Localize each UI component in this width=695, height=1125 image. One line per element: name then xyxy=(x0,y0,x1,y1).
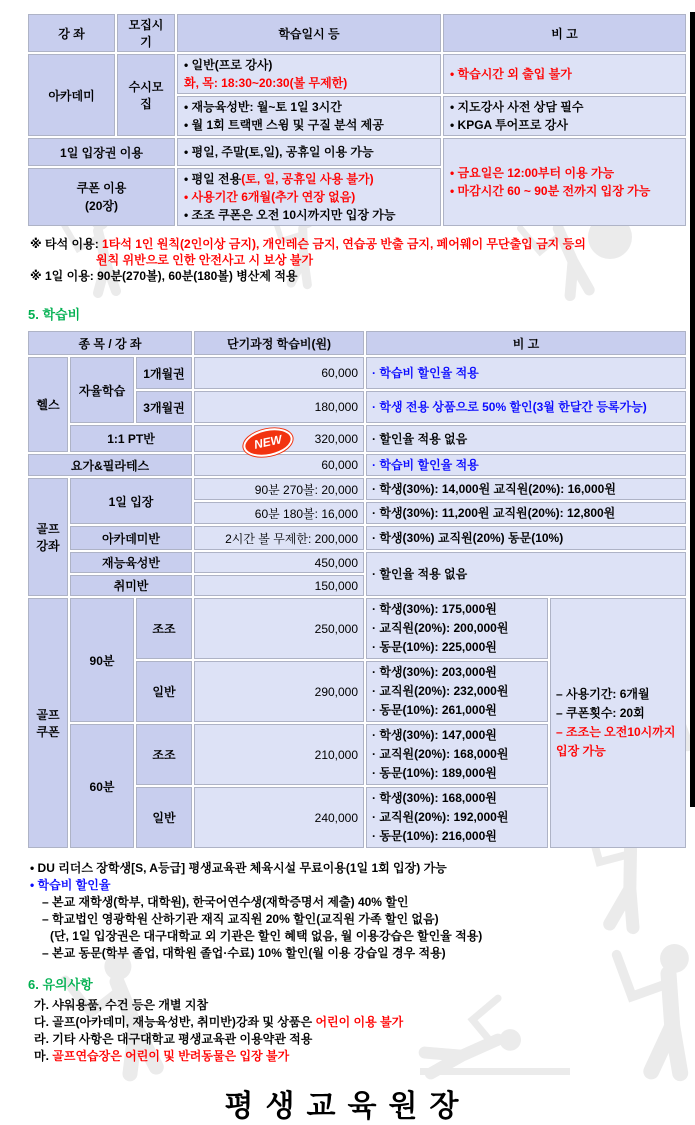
coupon-course-line2: (20장) xyxy=(85,199,118,213)
cell-90min-dawn: 조조 xyxy=(136,598,192,659)
fee-header-price: 단기과정 학습비(원) xyxy=(194,331,364,355)
friday-note-line: • 금요일은 12:00부터 이용 가능 xyxy=(450,166,615,180)
academy-time-line: 화, 목: 18:30~20:30(볼 무제한) xyxy=(184,76,348,90)
notice-page xyxy=(0,12,695,1123)
cell-60min-normal: 일반 xyxy=(136,787,192,848)
student-discount-line: – 본교 재학생(학부, 대학원), 한국어연수생(재학증명서 제출) 40% 할인 xyxy=(42,895,409,909)
cell-academy-class-note: · 학생(30%) 교직원(20%) 동문(10%) xyxy=(366,526,686,550)
fee-header-course: 종 목 / 강 좌 xyxy=(28,331,192,355)
cell-talent-hobby-note: · 할인율 적용 없음 xyxy=(366,552,686,596)
cell-coupon-schedule xyxy=(177,168,441,226)
cell-yoga-price: 60,000 xyxy=(194,454,364,476)
daily-usage-note: ※ 1일 이용: 90분(270볼), 60분(180볼) 병산제 적용 xyxy=(30,269,298,283)
discount-rate-title: • 학습비 할인율 xyxy=(30,878,111,892)
cell-golf-coupon-group: 골프 쿠폰 xyxy=(28,598,68,848)
staff-discount-line: – 학교법인 영광학원 산하기관 재직 교직원 20% 할인(교직원 가족 할인 없음) xyxy=(42,912,439,926)
kpga-line: • KPGA 투어프로 강사 xyxy=(450,118,568,132)
cell-academy-schedule-2 xyxy=(177,96,441,136)
new-badge: NEW xyxy=(241,424,296,461)
cell-academy-note-2 xyxy=(443,96,686,136)
sched-header-period: 모집시기 xyxy=(117,14,175,52)
cell-60min-dawn-price: 210,000 xyxy=(194,724,364,785)
cell-pt-class: 1:1 PT반 xyxy=(70,425,192,452)
cell-talent-class: 재능육성반 xyxy=(70,552,192,573)
instructor-consult-line: • 지도강사 사전 상담 필수 xyxy=(450,100,584,114)
cell-60min-normal-price: 240,000 xyxy=(194,787,364,848)
cell-daypass-schedule: • 평일, 주말(토,일), 공휴일 이용 가능 xyxy=(177,138,441,166)
cell-golf-course-group: 골프 강좌 xyxy=(28,478,68,596)
director-signature: 평생교육원장 xyxy=(224,1090,471,1123)
cell-90min-normal-note: · 학생(30%): 203,000원 · 교직원(20%): 232,000원 · 동문(10%): 261,000원 xyxy=(366,661,548,722)
cell-self-study: 자율학습 xyxy=(70,357,134,423)
cell-yoga-note: · 학습비 할인율 적용 xyxy=(366,454,686,476)
coupon-dawn-line: • 조조 쿠폰은 오전 10시까지만 입장 가능 xyxy=(184,208,396,222)
coupon-weekday-line: • 평일 전용(토, 일, 공휴일 사용 불가) xyxy=(184,172,374,186)
cell-daypass-course: 1일 입장권 이용 xyxy=(28,138,175,166)
cell-90min: 90분 xyxy=(70,598,134,722)
fee-section-title: 5. 학습비 xyxy=(28,307,81,322)
fee-header-note: 비 고 xyxy=(366,331,686,355)
schedule-notes xyxy=(30,236,695,284)
cell-90min-dawn-price: 250,000 xyxy=(194,598,364,659)
sched-header-schedule: 학습일시 등 xyxy=(177,14,441,52)
cell-yoga: 요가&필라테스 xyxy=(28,454,192,476)
coupon-dawn-entry-note: – 조조는 오전10시까지 입장 가능 xyxy=(556,725,676,758)
cell-60min: 60분 xyxy=(70,724,134,848)
cell-60min-dawn: 조조 xyxy=(136,724,192,785)
closing-time-note-line: • 마감시간 60 ~ 90분 전까지 입장 가능 xyxy=(450,184,651,198)
cell-day90-note: · 학생(30%): 14,000원 교직원(20%): 16,000원 xyxy=(366,478,686,500)
staff-discount-exception-line: (단, 1일 입장권은 대구대학교 외 기관은 할인 혜택 없음, 월 이용강습은 할인율 적용) xyxy=(50,929,483,943)
cell-60min-dawn-note: · 학생(30%): 147,000원 · 교직원(20%): 168,000원 · 동문(10%): 189,000원 xyxy=(366,724,548,785)
seat-usage-note-line1: ※ 타석 이용: 1타석 1인 원칙(2인이상 금지), 개인레슨 금지, 연습공 반출 금지, 페어웨이 무단출입 금지 등의 xyxy=(30,237,586,251)
cell-day60-note: · 학생(30%): 11,200원 교직원(20%): 12,800원 xyxy=(366,502,686,524)
cell-academy-class-price: 2시간 볼 무제한: 200,000 xyxy=(194,526,364,550)
cell-pt-price: NEW 320,000 xyxy=(194,425,364,452)
sched-header-note: 비 고 xyxy=(443,14,686,52)
cell-coupon-side-note xyxy=(550,598,686,848)
cell-hobby-price: 150,000 xyxy=(194,575,364,596)
cell-day90-price: 90분 270볼: 20,000 xyxy=(194,478,364,500)
scan-artifact-line xyxy=(690,12,695,807)
caution-item-e: 마. 골프연습장은 어린이 및 반려동물은 입장 불가 xyxy=(34,1049,290,1063)
talent-class-line: • 재능육성반: 월~토 1일 3시간 xyxy=(184,100,342,114)
cell-academy-note-1: • 학습시간 외 출입 불가 xyxy=(443,54,686,94)
cell-health-group: 헬스 xyxy=(28,357,68,452)
cell-1month-price: 60,000 xyxy=(194,357,364,389)
fee-notes xyxy=(30,860,695,962)
seat-usage-note-line2: 원칙 위반으로 인한 안전사고 시 보상 불가 xyxy=(96,253,314,267)
cell-90min-dawn-note: · 학생(30%): 175,000원 · 교직원(20%): 200,000원 · 동문(10%): 225,000원 xyxy=(366,598,548,659)
cell-day60-price: 60분 180볼: 16,000 xyxy=(194,502,364,524)
academy-general-line: • 일반(프로 강사) xyxy=(184,58,273,72)
coupon-period-line: • 사용기간 6개월(추가 연장 없음) xyxy=(184,190,356,204)
coupon-course-line1: 쿠폰 이용 xyxy=(76,181,127,195)
cell-3month-price: 180,000 xyxy=(194,391,364,423)
cell-academy-class: 아카데미반 xyxy=(70,526,192,550)
caution-section-title: 6. 유의사항 xyxy=(28,977,93,992)
cell-hobby-class: 취미반 xyxy=(70,575,192,596)
coupon-usage-period: – 사용기간: 6개월 xyxy=(556,687,650,701)
cell-daypass-coupon-note xyxy=(443,138,686,226)
fee-table xyxy=(26,329,688,850)
caution-item-c: 다. 골프(아카데미, 재능육성반, 취미반)강좌 및 상품은 어린이 이용 불가 xyxy=(34,1015,404,1029)
cell-coupon-course xyxy=(28,168,175,226)
cell-day-entry: 1일 입장 xyxy=(70,478,192,524)
cell-1month-note: · 학습비 할인율 적용 xyxy=(366,357,686,389)
cell-pt-note: · 할인율 적용 없음 xyxy=(366,425,686,452)
cell-academy-course: 아카데미 xyxy=(28,54,115,136)
cell-3month: 3개월권 xyxy=(136,391,192,423)
du-leaders-note: • DU 리더스 장학생[S, A등급] 평생교육관 체육시설 무료이용(1일 1회 입장) 가능 xyxy=(30,861,447,875)
caution-item-d: 라. 기타 사항은 대구대학교 평생교육관 이용약관 적용 xyxy=(34,1032,313,1046)
caution-list xyxy=(34,997,695,1065)
cell-90min-normal-price: 290,000 xyxy=(194,661,364,722)
caution-item-a: 가. 샤워용품, 수건 등은 개별 지참 xyxy=(34,998,209,1012)
trackman-line: • 월 1회 트랙맨 스윙 및 구질 분석 제공 xyxy=(184,118,384,132)
coupon-count: – 쿠폰횟수: 20회 xyxy=(556,706,645,720)
cell-academy-period: 수시모집 xyxy=(117,54,175,136)
cell-1month: 1개월권 xyxy=(136,357,192,389)
cell-60min-normal-note: · 학생(30%): 168,000원 · 교직원(20%): 192,000원 · 동문(10%): 216,000원 xyxy=(366,787,548,848)
cell-3month-note: · 학생 전용 상품으로 50% 할인(3월 한달간 등록가능) xyxy=(366,391,686,423)
cell-talent-price: 450,000 xyxy=(194,552,364,573)
cell-90min-normal: 일반 xyxy=(136,661,192,722)
schedule-table xyxy=(26,12,688,228)
sched-header-course: 강 좌 xyxy=(28,14,115,52)
cell-academy-schedule-1 xyxy=(177,54,441,94)
alumni-discount-line: – 본교 동문(학부 졸업, 대학원 졸업·수료) 10% 할인(월 이용 강습일 경우 적용) xyxy=(42,946,446,960)
